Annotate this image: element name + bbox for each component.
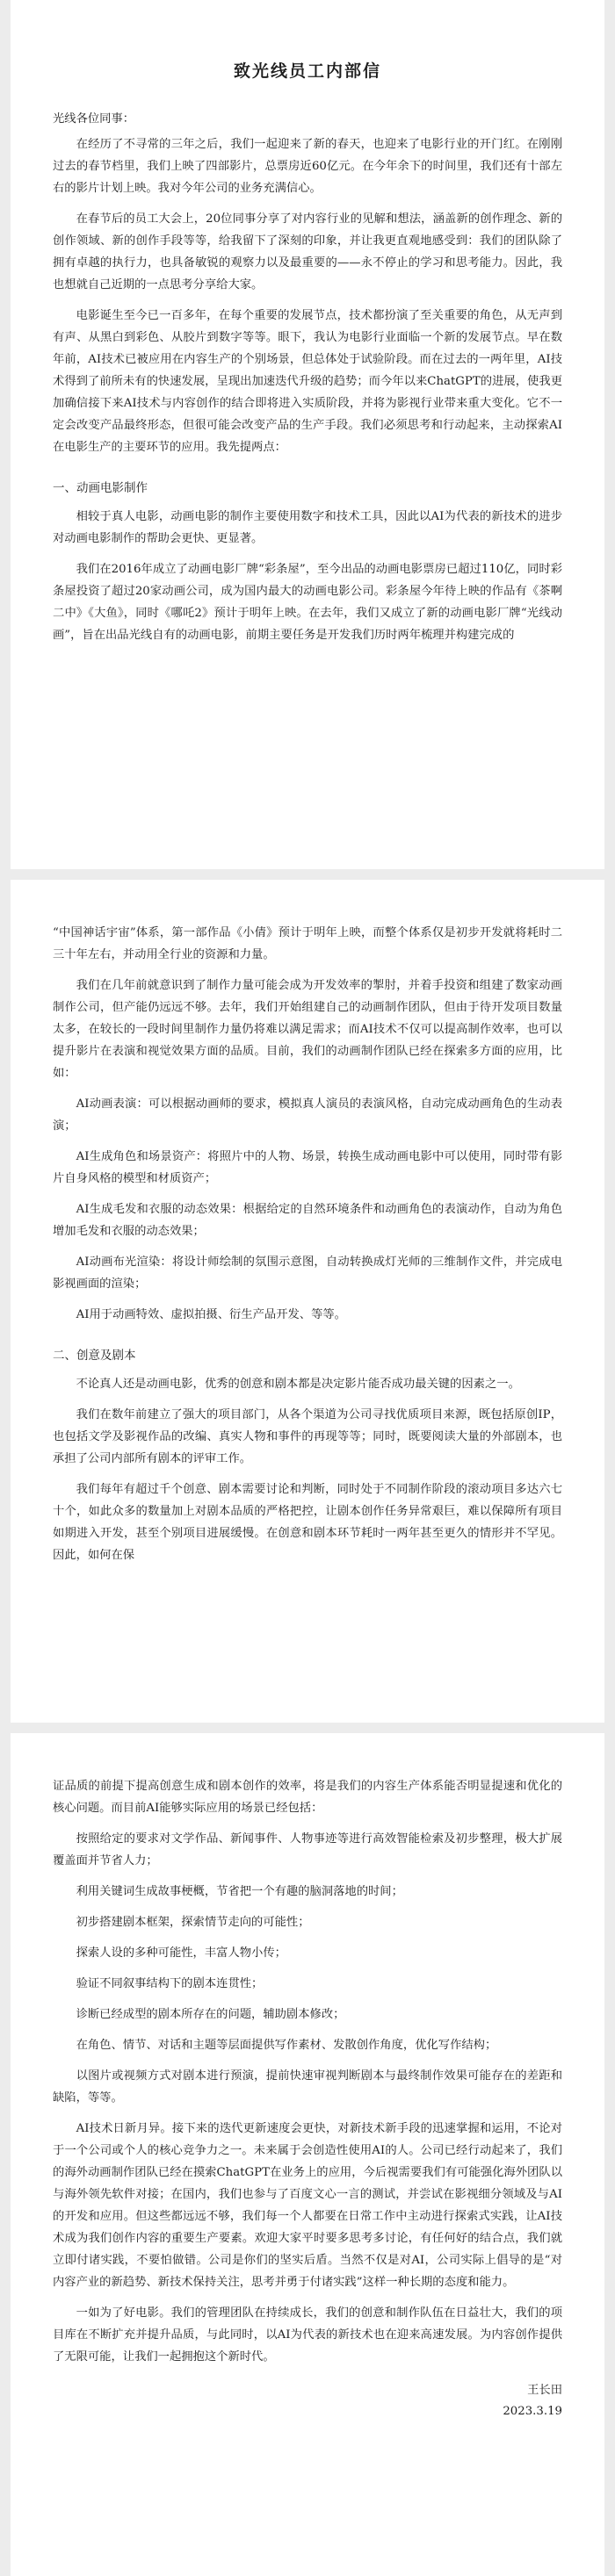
closing-paragraph-1: AI技术日新月异。接下来的迭代更新速度会更快，对新技术新手段的迅速掌握和运用，不论对于一个公司或个人的核心竞争力之一。未来属于会创造性使用AI的人。公司已经行动起来了，我们的海外动画制作团队已经在摸索ChatGPT在业务上的应用，今后视需要我们有可能强化海外团队以与海外领先软件对接；在国内，我们也参与了百度文心一言的测试，并尝试在影视细分领域及与AI的开发和应用。但这些都远远不够，我们每一个人都要在日常工作中主动进行探索式实践，让AI技术成为我们创作内容的重要生产要素。欢迎大家平时要多思考多讨论，有任何好的结合点，我们就立即付诸实践，不要怕做错。公司是你们的坚实后盾。当然不仅是对AI，公司实际上倡导的是“对内容产业的新趋势、新技术保持关注，思考并勇于付诸实践”这样一种长期的态度和能力。 (53, 2122, 562, 2289)
ai-application-item: AI动画表演：可以根据动画师的要求，模拟真人演员的表演风格，自动完成动画角色的生动表演； (53, 1097, 562, 1133)
script-ai-item: 按照给定的要求对文学作品、新闻事件、人物事迹等进行高效智能检索及初步整理，极大扩展覆盖面并节省人力； (53, 1832, 562, 1867)
section2-paragraph: 不论真人还是动画电影，优秀的创意和剧本都是决定影片能否成功最关键的因素之一。 (76, 1378, 520, 1391)
section1-paragraph: 相较于真人电影，动画电影的制作主要使用数字和技术工具，因此以AI为代表的新技术的进步对动画电影制作的帮助会更快、更显著。 (53, 510, 562, 545)
script-ai-item: 验证不同叙事结构下的剧本连贯性； (76, 1977, 264, 1990)
signature-name: 王长田 (527, 2384, 562, 2397)
letter-page-3 (11, 1733, 604, 2576)
section1-paragraph: 我们在2016年成立了动画电影厂牌“彩条屋”，至今出品的动画电影票房已超过110亿，同时彩条屋投资了超过20家动画公司，成为国内最大的动画电影公司。彩条屋今年待上映的作品有《茶啊二中》《大鱼》，同时《哪吒2》预计于明年上映。在去年，我们又成立了新的动画电影厂牌“光线动画”，旨在出品光线自有的动画电影，前期主要任务是开发我们历时两年梳理并构建完成的 (53, 563, 562, 642)
letter-page-2 (11, 880, 604, 1723)
section-heading-script: 二、创意及剧本 (53, 1349, 136, 1363)
letter-greeting: 光线各位同事： (53, 112, 135, 126)
script-ai-item: 利用关键词生成故事梗概，节省把一个有趣的脑洞落地的时间； (76, 1885, 403, 1898)
ai-application-item: AI动画布光渲染：将设计师绘制的氛围示意图，自动转换成灯光师的三维制作文件，并完成电影视画面的渲染； (53, 1256, 562, 1291)
script-ai-item: 以图片或视频方式对剧本进行预演，提前快速审视判断剧本与最终制作效果可能存在的差距和缺陷，等等。 (53, 2069, 562, 2105)
script-ai-item: 在角色、情节、对话和主题等层面提供写作素材、发散创作角度，优化写作结构； (76, 2039, 497, 2052)
signature-date: 2023.3.19 (503, 2405, 562, 2418)
section1-paragraph: 我们在几年前就意识到了制作力量可能会成为开发效率的掣肘，并着手投资和组建了数家动画制作公司，但产能仍远远不够。去年，我们开始组建自己的动画制作团队，但由于待开发项目数量太多，在较长的一段时间里制作力量仍将难以满足需求；而AI技术不仅可以提高制作效率，也可以提升影片在表演和视觉效果方面的品质。目前，我们的动画制作团队已经在探索多方面的应用，比如： (53, 979, 562, 1080)
section2-paragraph: 我们在数年前建立了强大的项目部门，从各个渠道为公司寻找优质项目来源，既包括原创IP，也包括文学及影视作品的改编、真实人物和事件的再现等等；同时，既要阅读大量的外部剧本，也承担了公司内部所有剧本的评审工作。 (53, 1408, 562, 1465)
ai-application-item: AI生成角色和场景资产：将照片中的人物、场景，转换生成动画电影中可以使用，同时带有影片自身风格的模型和材质资产； (53, 1150, 562, 1185)
ai-application-item: AI生成毛发和衣服的动态效果：根据给定的自然环境条件和动画角色的表演动作，自动为角色增加毛发和衣服的动态效果； (53, 1203, 562, 1238)
section-heading-animation: 一、动画电影制作 (53, 481, 148, 495)
section2-paragraph: 我们每年有超过千个创意、剧本需要讨论和判断，同时处于不同制作阶段的滚动项目多达六七十个，如此众多的数量加上对剧本品质的严格把控，让剧本创作任务异常艰巨，难以保障所有项目如期进入开发，甚至个别项目进展缓慢。在创意和剧本环节耗时一两年甚至更久的情形并不罕见。因此，如何在保 (53, 1483, 562, 1562)
script-ai-item: 探索人设的多种可能性，丰富人物小传； (76, 1946, 286, 1960)
script-ai-item: 诊断已经成型的剧本所存在的问题，辅助剧本修改； (76, 2008, 345, 2021)
script-ai-item: 初步搭建剧本框架，探索情节走向的可能性； (76, 1916, 310, 1929)
intro-paragraph-3: 电影诞生至今已一百多年，在每个重要的发展节点，技术都扮演了至关重要的角色，从无声到有声、从黑白到彩色、从胶片到数字等等。眼下，我认为电影行业面临一个新的发展节点。早在数年前，AI技术已被应用在内容生产的个别场景，但总体处于试验阶段。而在过去的一两年里，AI技术得到了前所未有的快速发展，呈现出加速迭代升级的趋势；而今年以来ChatGPT的进展，使我更加确信接下来AI技术与内容创作的结合即将进入实质阶段，并将为影视行业带来重大变化。它不一定会改变产品最终形态，但很可能会改变产品的生产手段。我们必须思考和行动起来，主动探索AI在电影生产的主要环节的应用。我先提两点： (53, 309, 562, 454)
ai-application-item: AI用于动画特效、虚拟拍摄、衍生产品开发、等等。 (76, 1308, 346, 1321)
signature-block (53, 2380, 562, 2422)
intro-paragraph-2: 在春节后的员工大会上，20位同事分享了对内容行业的见解和想法，涵盖新的创作理念、新的创作领域、新的创作手段等等，给我留下了深刻的印象，并让我更直观地感受到：我们的团队除了拥有卓越的执行力，也具备敏锐的观察力以及最重要的——永不停止的学习和思考能力。因此，我也想就自己近期的一点思考分享给大家。 (53, 212, 562, 291)
letter-title: 致光线员工内部信 (233, 61, 381, 81)
section1-paragraph-continued: “中国神话宇宙”体系，第一部作品《小倩》预计于明年上映，而整个体系仅是初步开发就将耗时二三十年左右，并动用全行业的资源和力量。 (53, 926, 562, 961)
closing-paragraph-2: 一如为了好电影。我们的管理团队在持续成长，我们的创意和制作队伍在日益壮大，我们的项目库在不断扩充并提升品质，与此同时，以AI为代表的新技术也在迎来高速发展。为内容创作提供了无限可能，让我们一起拥抱这个新时代。 (53, 2306, 562, 2364)
section2-paragraph-continued: 证品质的前提下提高创意生成和剧本创作的效率，将是我们的内容生产体系能否明显提速和优化的核心问题。而目前AI能够实际应用的场景已经包括： (53, 1780, 562, 1815)
letter-page-1 (11, 0, 604, 869)
intro-paragraph-1: 在经历了不寻常的三年之后，我们一起迎来了新的春天，也迎来了电影行业的开门红。在刚刚过去的春节档里，我们上映了四部影片，总票房近60亿元。在今年余下的时间里，我们还有十部左右的影片计划上映。我对今年公司的业务充满信心。 (53, 138, 562, 195)
